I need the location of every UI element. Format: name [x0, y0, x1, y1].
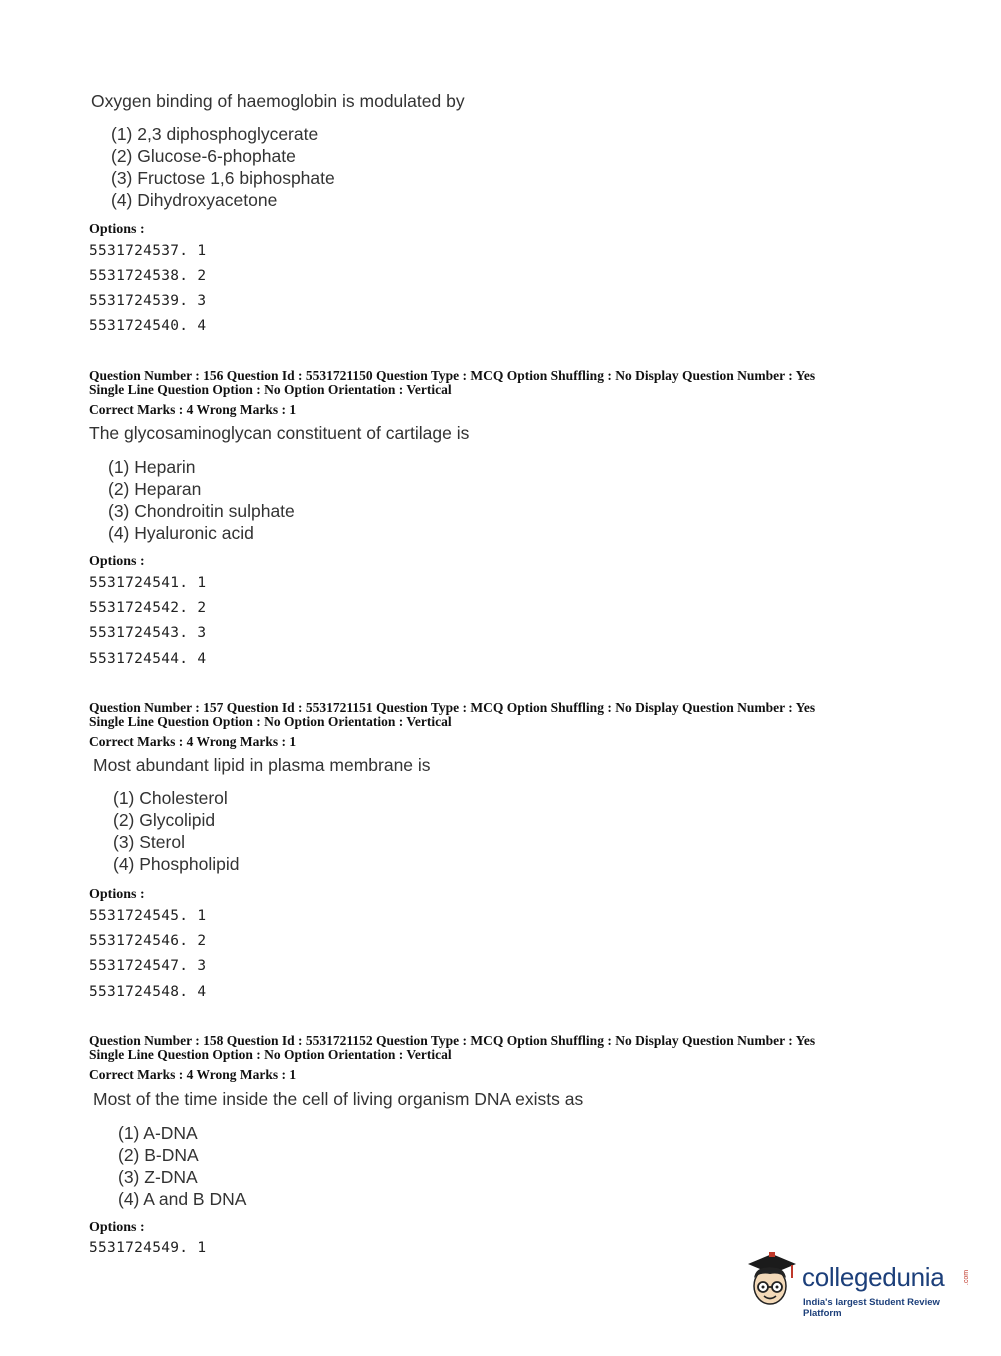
option-id: 5531724544. 4 [89, 651, 207, 667]
choice-3: (3) Fructose 1,6 biphosphate [111, 168, 335, 188]
question-text: Most of the time inside the cell of living organism DNA exists as [93, 1089, 584, 1109]
choice-3: (3) Z-DNA [118, 1167, 198, 1187]
option-id: 5531724538. 2 [89, 268, 207, 284]
choice-2: (2) B-DNA [118, 1145, 199, 1165]
choice-2: (2) Glucose-6-phophate [111, 146, 296, 166]
choice-4: (4) Phospholipid [113, 854, 240, 874]
choice-1: (1) 2,3 diphosphoglycerate [111, 124, 319, 144]
choice-3: (3) Sterol [113, 832, 185, 852]
logo-tagline: India's largest Student Review Platform [803, 1297, 940, 1319]
choice-2: (2) Glycolipid [113, 810, 216, 830]
question-meta-line2: Single Line Question Option : No Option Orientation : Vertical [89, 1047, 452, 1062]
logo-wordmark: collegedunia [802, 1262, 945, 1292]
question-text: Oxygen binding of haemoglobin is modulated by [91, 91, 465, 111]
question-marks: Correct Marks : 4 Wrong Marks : 1 [89, 1067, 297, 1082]
choice-3: (3) Chondroitin sulphate [108, 501, 295, 521]
option-id: 5531724537. 1 [89, 243, 207, 259]
choice-4: (4) Hyaluronic acid [108, 523, 254, 543]
choice-1: (1) Heparin [108, 457, 196, 477]
options-label: Options : [89, 222, 145, 237]
option-id: 5531724542. 2 [89, 600, 207, 616]
logo-domain: .com [963, 1269, 971, 1286]
choice-1: (1) A-DNA [118, 1123, 198, 1143]
options-label: Options : [89, 1220, 145, 1235]
option-id: 5531724539. 3 [89, 293, 207, 309]
choice-2: (2) Heparan [108, 479, 202, 499]
option-id: 5531724546. 2 [89, 933, 207, 949]
choice-4: (4) A and B DNA [118, 1189, 247, 1209]
question-meta-line1: Question Number : 156 Question Id : 5531721150 Question Type : MCQ Option Shuffling : No Display Question Number : Yes [89, 368, 816, 383]
question-meta-line2: Single Line Question Option : No Option Orientation : Vertical [89, 382, 452, 397]
question-meta-line1: Question Number : 157 Question Id : 5531721151 Question Type : MCQ Option Shuffling : No Display Question Number : Yes [89, 700, 816, 715]
mascot-icon [742, 1248, 802, 1312]
option-id: 5531724545. 1 [89, 908, 207, 924]
collegedunia-logo [742, 1248, 972, 1318]
question-marks: Correct Marks : 4 Wrong Marks : 1 [89, 734, 297, 749]
choice-4: (4) Dihydroxyacetone [111, 190, 278, 210]
option-id: 5531724541. 1 [89, 575, 207, 591]
question-meta-line1: Question Number : 158 Question Id : 5531721152 Question Type : MCQ Option Shuffling : No Display Question Number : Yes [89, 1033, 816, 1048]
question-text: The glycosaminoglycan constituent of cartilage is [89, 423, 470, 443]
options-label: Options : [89, 887, 145, 902]
question-meta-line2: Single Line Question Option : No Option Orientation : Vertical [89, 714, 452, 729]
option-id: 5531724549. 1 [89, 1240, 207, 1256]
option-id: 5531724547. 3 [89, 958, 207, 974]
question-marks: Correct Marks : 4 Wrong Marks : 1 [89, 402, 297, 417]
option-id: 5531724543. 3 [89, 625, 207, 641]
option-id: 5531724540. 4 [89, 318, 207, 334]
options-label: Options : [89, 554, 145, 569]
question-text: Most abundant lipid in plasma membrane is [93, 755, 431, 775]
choice-1: (1) Cholesterol [113, 788, 228, 808]
option-id: 5531724548. 4 [89, 984, 207, 1000]
